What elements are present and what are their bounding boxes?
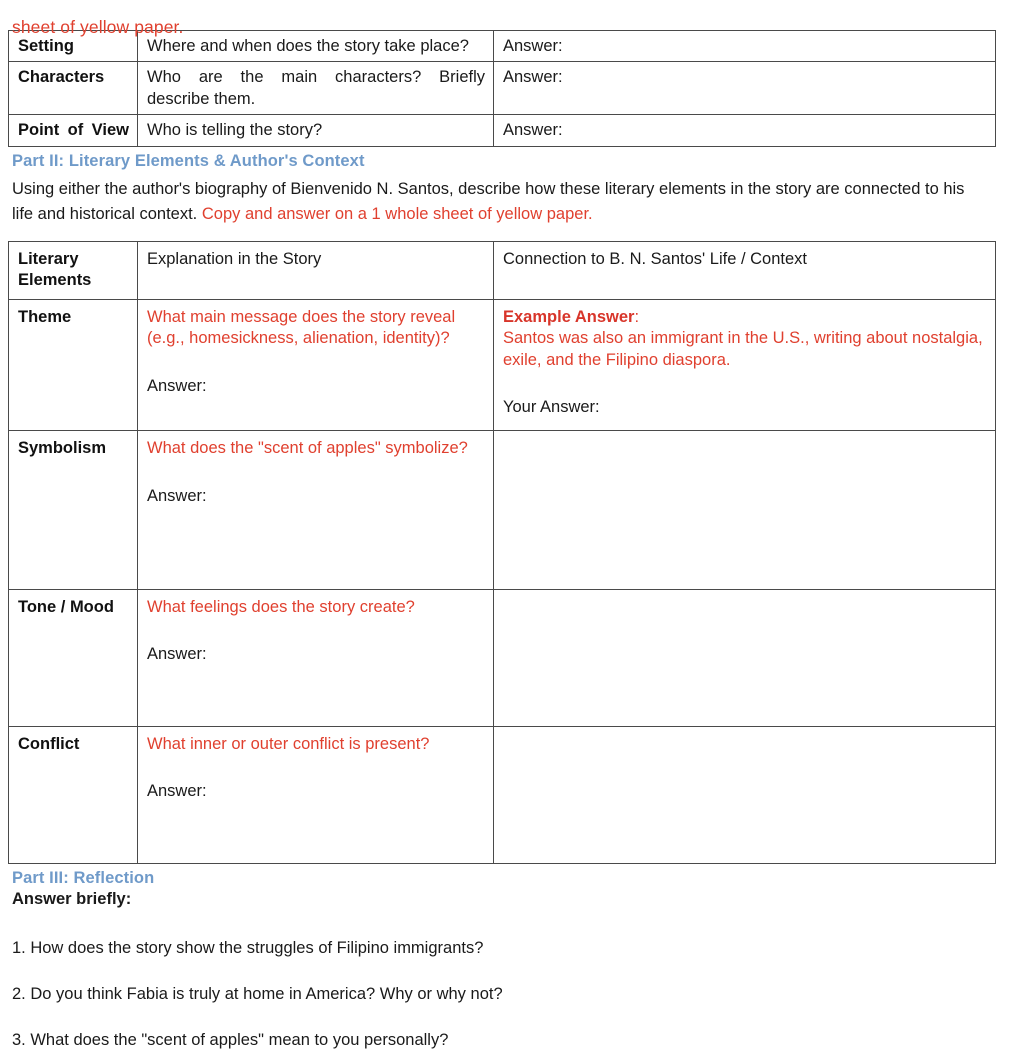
part3-heading: Part III: Reflection	[12, 868, 155, 887]
spacer	[147, 666, 485, 719]
theme-question: What main message does the story reveal (e.g., homesickness, alienation, identity)?	[147, 307, 456, 348]
table-row-theme	[9, 299, 996, 430]
reflection-question-list	[0, 939, 1010, 1050]
table-row-conflict	[9, 726, 996, 863]
theme-example-text: Santos was also an immigrant in the U.S., writing about nostalgia, exile, and the Filipino diaspora.	[503, 329, 983, 369]
table-row-tone-mood	[9, 589, 996, 726]
reflection-question-3: 3. What does the "scent of apples" mean to you personally?	[12, 1030, 449, 1049]
row-label-point-of-view: Point of View	[9, 115, 138, 146]
header-connection: Connection to B. N. Santos' Life / Context	[494, 241, 996, 299]
part2-intro-black: Using either the author's biography of Bienvenido N. Santos, describe how these literary elements in the story are connected to his life and historical context.	[12, 179, 965, 223]
truncated-top-text: sheet of yellow paper.	[12, 17, 184, 37]
row-question-setting: Where and when does the story take place?	[138, 31, 494, 62]
symbolism-answer-prompt[interactable]: Answer:	[147, 486, 207, 505]
reflection-question-2: 2. Do you think Fabia is truly at home in America? Why or why not?	[12, 984, 503, 1003]
spacer	[147, 507, 485, 582]
row-connection-conflict[interactable]	[494, 726, 996, 863]
theme-answer-prompt[interactable]: Answer:	[147, 376, 207, 395]
spacer	[147, 618, 485, 644]
part2-heading: Part II: Literary Elements & Author's Context	[12, 151, 365, 170]
header-literary-elements: Literary Elements	[9, 241, 138, 299]
row-label-conflict: Conflict	[9, 726, 138, 863]
row-connection-symbolism[interactable]	[494, 431, 996, 590]
tone-mood-answer-prompt[interactable]: Answer:	[147, 645, 207, 664]
spacer	[147, 397, 485, 423]
row-answer-point-of-view[interactable]: Answer:	[494, 115, 996, 146]
literary-elements-table	[8, 241, 996, 864]
row-explanation-theme	[138, 299, 494, 430]
spacer	[147, 460, 485, 486]
row-label-symbolism: Symbolism	[9, 431, 138, 590]
theme-example-colon: :	[634, 307, 640, 326]
theme-example-label: Example Answer	[503, 307, 635, 326]
conflict-answer-prompt[interactable]: Answer:	[147, 782, 207, 801]
table-header-row	[9, 241, 996, 299]
row-connection-theme	[494, 299, 996, 430]
part3-instruction: Answer briefly:	[12, 889, 132, 908]
row-question-characters: Who are the main characters? Briefly describe them.	[138, 62, 494, 115]
theme-your-answer-prompt[interactable]: Your Answer:	[503, 398, 600, 417]
part2-intro-paragraph	[12, 177, 980, 227]
spacer	[147, 755, 485, 781]
row-label-theme: Theme	[9, 299, 138, 430]
symbolism-question: What does the "scent of apples" symbolize?	[147, 439, 468, 458]
spacer	[503, 371, 987, 397]
conflict-question: What inner or outer conflict is present?	[147, 734, 430, 753]
spacer	[147, 350, 485, 376]
row-explanation-symbolism	[138, 431, 494, 590]
row-answer-setting[interactable]: Answer:	[494, 31, 996, 62]
row-label-characters: Characters	[9, 62, 138, 115]
tone-mood-question: What feelings does the story create?	[147, 597, 415, 616]
row-question-point-of-view: Who is telling the story?	[138, 115, 494, 146]
spacer	[147, 803, 485, 856]
document-page	[0, 17, 1010, 1060]
reflection-question-1: 1. How does the story show the struggles of Filipino immigrants?	[12, 938, 484, 957]
row-explanation-conflict	[138, 726, 494, 863]
story-elements-table	[8, 30, 996, 147]
row-explanation-tone-mood	[138, 589, 494, 726]
row-label-tone-mood: Tone / Mood	[9, 589, 138, 726]
row-answer-characters[interactable]: Answer:	[494, 62, 996, 115]
table-row	[9, 115, 996, 146]
row-connection-tone-mood[interactable]	[494, 589, 996, 726]
header-explanation: Explanation in the Story	[138, 241, 494, 299]
row-label-setting: Setting	[9, 31, 138, 62]
table-row	[9, 62, 996, 115]
part2-intro-red: Copy and answer on a 1 whole sheet of yellow paper.	[201, 204, 593, 223]
table-row-symbolism	[9, 431, 996, 590]
